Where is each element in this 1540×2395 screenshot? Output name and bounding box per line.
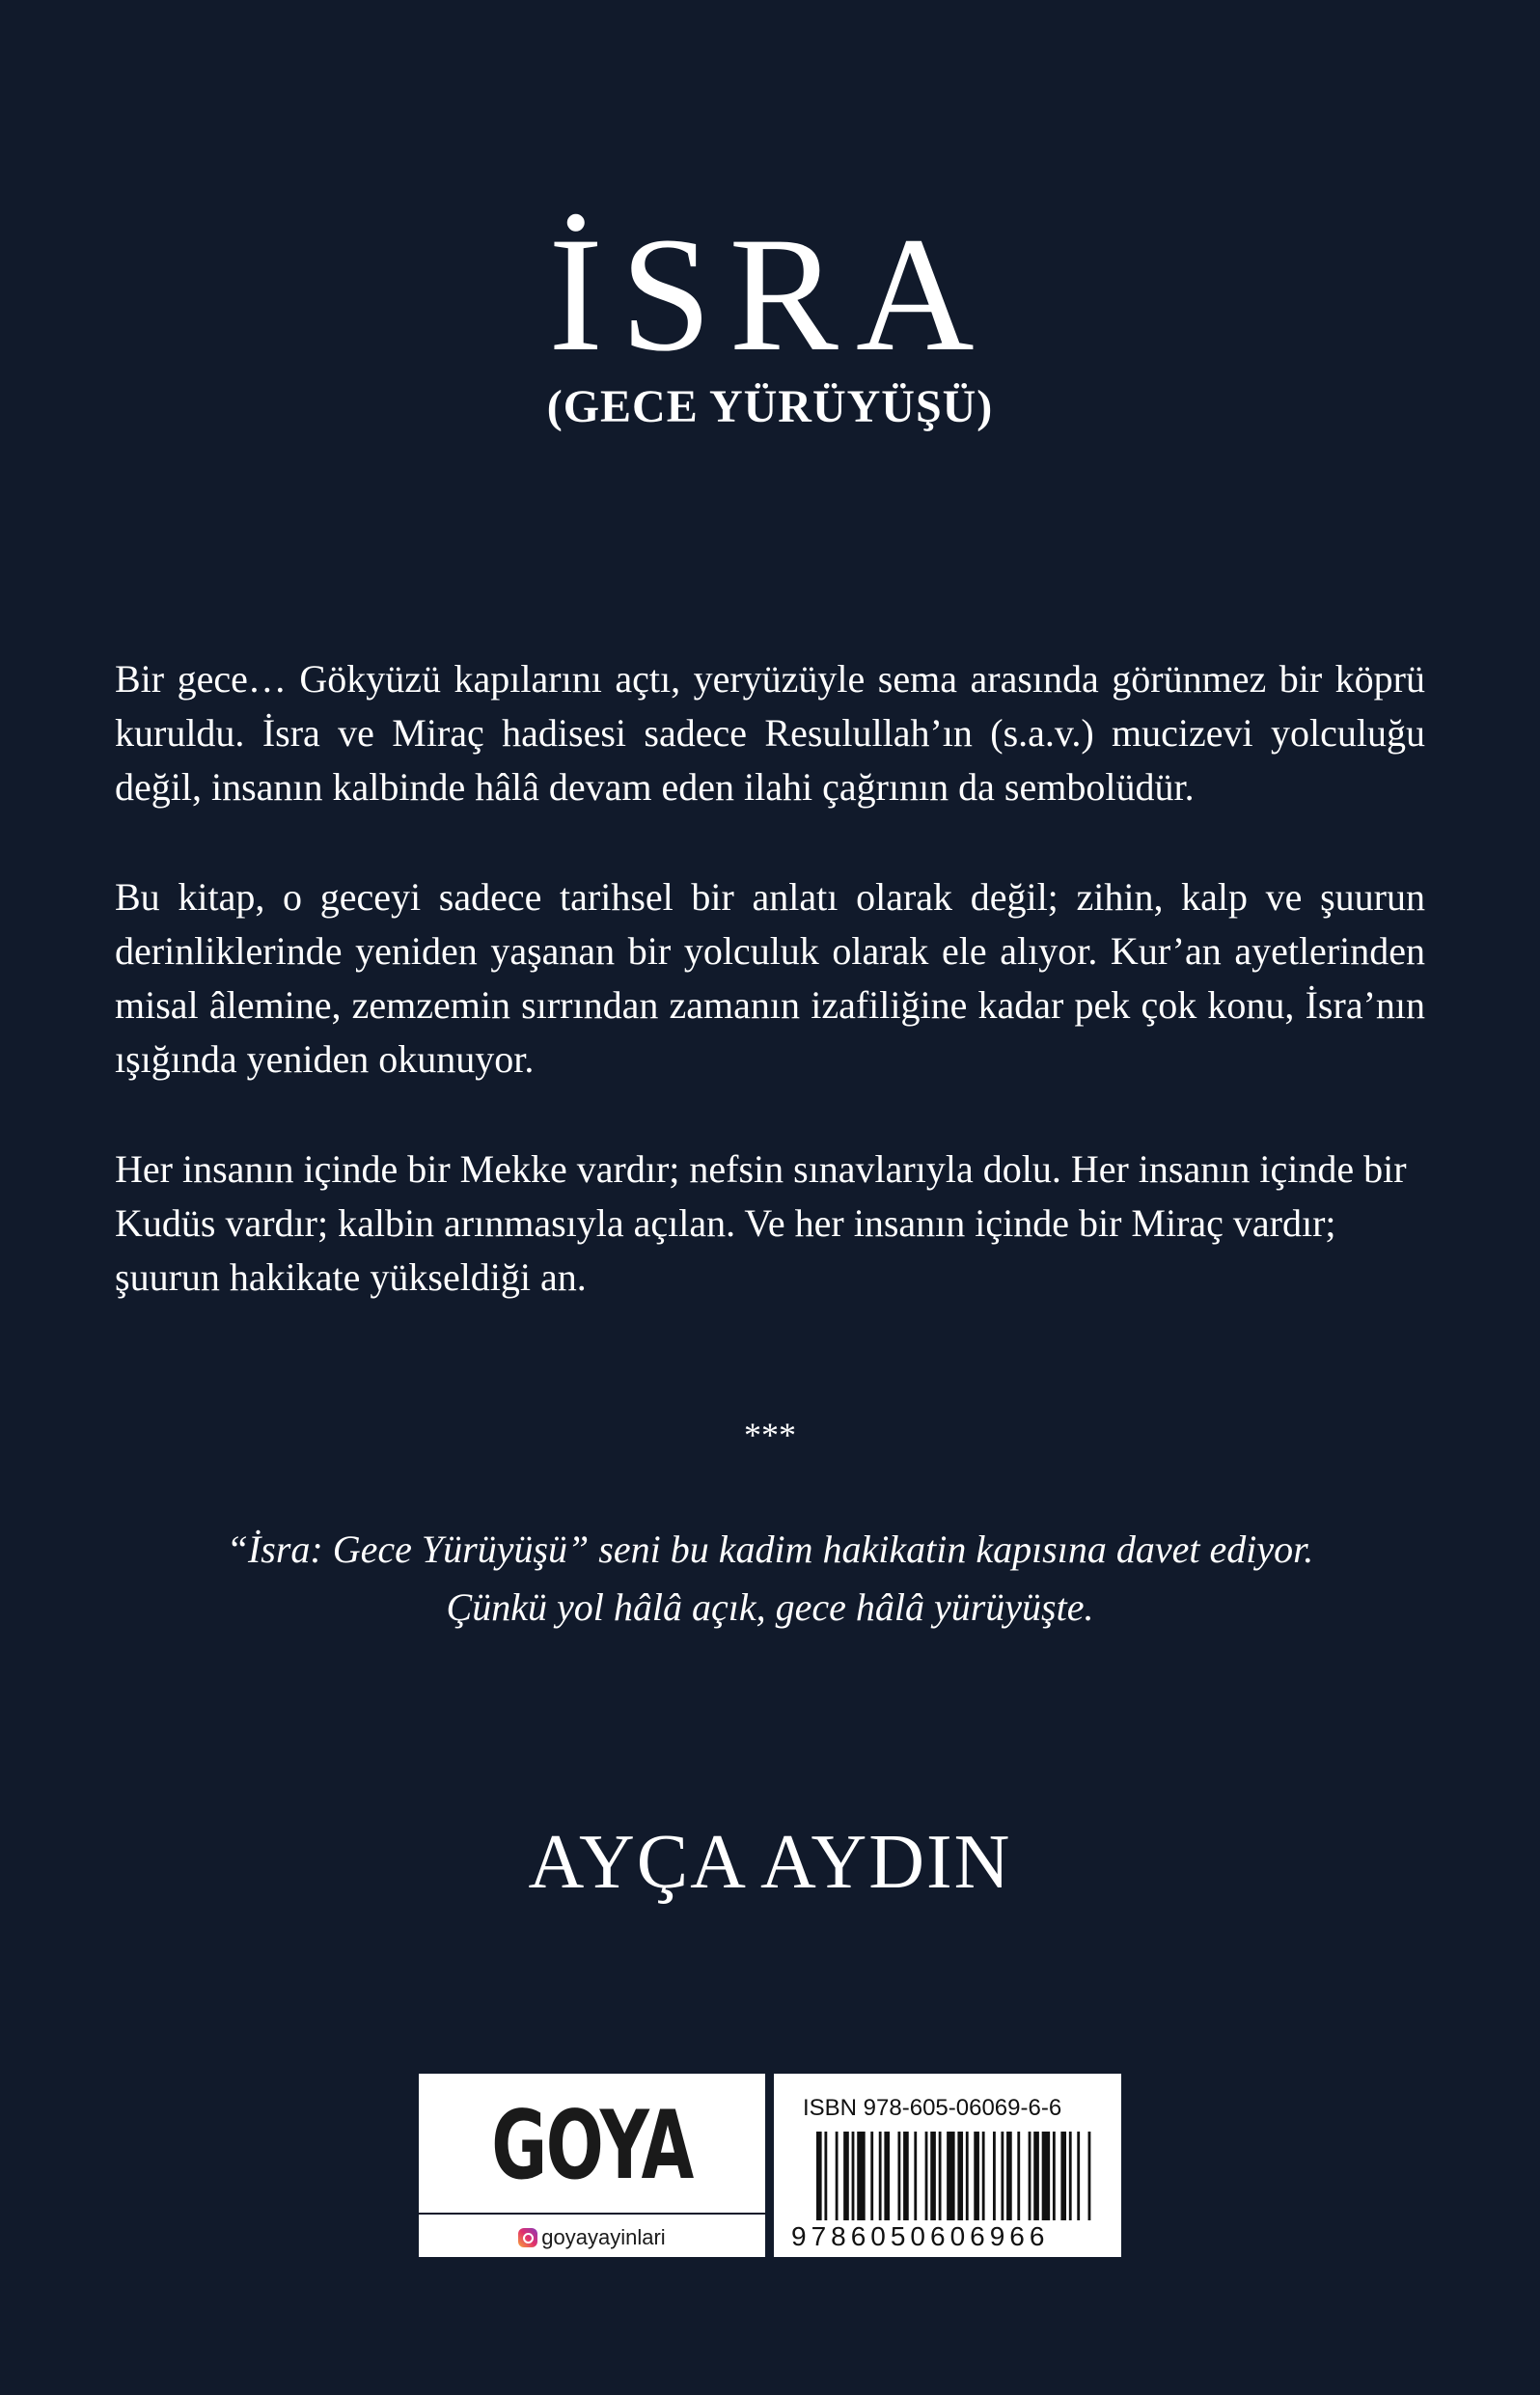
barcode-bar [879,2132,882,2220]
barcode-bar [1001,2132,1004,2220]
instagram-link [419,2218,765,2257]
barcode-bar [1033,2132,1039,2220]
barcode-bar [930,2132,936,2220]
book-title: İSRA [548,204,992,385]
barcode-bar [1060,2132,1066,2220]
barcode-bar [957,2132,963,2220]
blurb-paragraph-1: Bir gece… Gökyüzü kapılarını açtı, yeryüzüyle sema arasında görünmez bir köprü kuruldu. İsra ve Miraç hadisesi sadece Resulullah’ın (s.a.v.) mucizevi yolculuğu değil, insanın kalbinde hâlâ devam eden ilahi çağrının da sembolüdür. [115,657,1425,809]
barcode-bar [925,2132,928,2220]
barcode-bar [903,2132,909,2220]
barcode-bar [1077,2132,1080,2220]
author-name: AYÇA AYDIN [528,1820,1012,1905]
barcode-bar [1042,2132,1050,2220]
barcode-bar [974,2132,979,2220]
barcode-bar [824,2132,827,2220]
barcode-bar [852,2132,855,2220]
publisher-logo: GOYA [491,2091,693,2201]
barcode-bar [1029,2132,1031,2220]
barcode-bar [993,2132,996,2220]
quote-line-2: Çünkü yol hâlâ açık, gece hâlâ yürüyüşte. [446,1585,1094,1629]
barcode-bar [884,2132,890,2220]
barcode-bar [966,2132,969,2220]
section-separator: *** [744,1416,796,1454]
barcode-bar [1069,2132,1072,2220]
barcode-bar [857,2132,865,2220]
publisher-box [416,2071,768,2260]
book-subtitle: (GECE YÜRÜYÜŞÜ) [546,381,994,432]
barcode-bar [1053,2132,1056,2220]
instagram-handle: goyayayinlari [541,2225,666,2249]
blurb-paragraph-3: Her insanın içinde bir Mekke vardır; nefsin sınavlarıyla dolu. Her insanın içinde bir Kudüs vardır; kalbin arınmasıyla açılan. Ve her insanın içinde bir Miraç vardır; şuurun hakikate yükseldiği an. [115,1147,1407,1299]
barcode-bar [1017,2132,1020,2220]
blurb [115,652,1425,1361]
barcode-bar [836,2132,839,2220]
barcode-bar [897,2132,900,2220]
barcode-bar [1088,2132,1091,2220]
closing-quote [0,1521,1540,1637]
barcode-bar [816,2132,822,2220]
isbn-digits: 9786050606966 [791,2221,1050,2251]
barcode-bar [939,2132,942,2220]
barcode-bar [947,2132,954,2220]
barcode [816,2132,1096,2220]
barcode-bar [1006,2132,1012,2220]
publisher-divider [419,2213,765,2215]
barcode-bar [914,2132,917,2220]
blurb-paragraph-2: Bu kitap, o geceyi sadece tarihsel bir anlatı olarak değil; zihin, kalp ve şuurun derinliklerinde yeniden yaşanan bir yolculuk olarak ele alıyor. Kur’an ayetlerinden misal âlemine, zemzemin sırrından zamanın izafiliğine kadar pek çok konu, İsra’nın ışığında yeniden okunuyor. [115,875,1425,1081]
barcode-bar [870,2132,873,2220]
instagram-icon [518,2228,537,2247]
quote-line-1: “İsra: Gece Yürüyüşü” seni bu kadim hakikatin kapısına davet ediyor. [226,1528,1314,1571]
isbn-label: ISBN 978-605-06069-6-6 [803,2095,1062,2121]
barcode-bar [982,2132,985,2220]
barcode-bar [843,2132,849,2220]
isbn-box [771,2071,1124,2260]
